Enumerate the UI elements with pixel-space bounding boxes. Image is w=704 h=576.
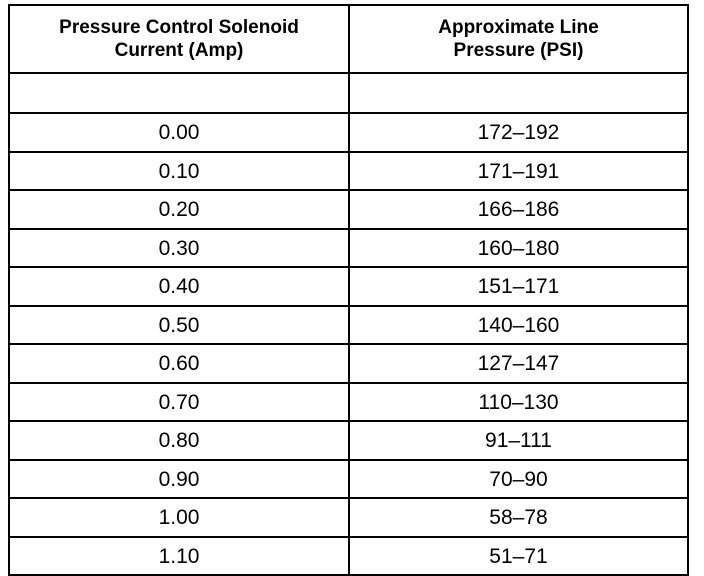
current-cell: 1.10 <box>9 537 349 576</box>
pressure-cell: 140–160 <box>349 306 688 345</box>
current-cell: 0.40 <box>9 267 349 306</box>
table-row <box>9 229 688 268</box>
pressure-cell: 51–71 <box>349 537 688 576</box>
current-cell: 0.90 <box>9 460 349 499</box>
header-pressure-line-2: Pressure (PSI) <box>453 40 584 61</box>
table-row <box>9 152 688 191</box>
table-row <box>9 421 688 460</box>
spacer-cell <box>349 73 688 113</box>
table-row <box>9 460 688 499</box>
spacer-row <box>9 73 688 113</box>
current-cell: 0.00 <box>9 113 349 152</box>
pressure-cell: 160–180 <box>349 229 688 268</box>
pressure-cell: 91–111 <box>349 421 688 460</box>
table-row <box>9 537 688 576</box>
header-row <box>9 5 688 73</box>
header-pressure-line-1: Approximate Line <box>438 17 599 38</box>
current-cell: 0.20 <box>9 190 349 229</box>
pressure-cell: 58–78 <box>349 498 688 537</box>
table-row <box>9 113 688 152</box>
pressure-cell: 151–171 <box>349 267 688 306</box>
current-cell: 0.80 <box>9 421 349 460</box>
table-row <box>9 190 688 229</box>
current-cell: 0.60 <box>9 344 349 383</box>
table-row <box>9 306 688 345</box>
current-cell: 0.30 <box>9 229 349 268</box>
current-cell: 1.00 <box>9 498 349 537</box>
table-row <box>9 344 688 383</box>
table-row <box>9 383 688 422</box>
header-pressure <box>349 5 688 73</box>
header-current-line-1: Pressure Control Solenoid <box>59 17 299 38</box>
pressure-cell: 70–90 <box>349 460 688 499</box>
current-cell: 0.70 <box>9 383 349 422</box>
header-current <box>9 5 349 73</box>
pressure-cell: 166–186 <box>349 190 688 229</box>
pressure-cell: 110–130 <box>349 383 688 422</box>
current-cell: 0.10 <box>9 152 349 191</box>
header-current-line-2: Current (Amp) <box>114 40 244 61</box>
current-cell: 0.50 <box>9 306 349 345</box>
spacer-cell <box>9 73 349 113</box>
table-row <box>9 267 688 306</box>
pressure-cell: 171–191 <box>349 152 688 191</box>
table-row <box>9 498 688 537</box>
pressure-cell: 172–192 <box>349 113 688 152</box>
pressure-cell: 127–147 <box>349 344 688 383</box>
pressure-table <box>8 4 689 576</box>
